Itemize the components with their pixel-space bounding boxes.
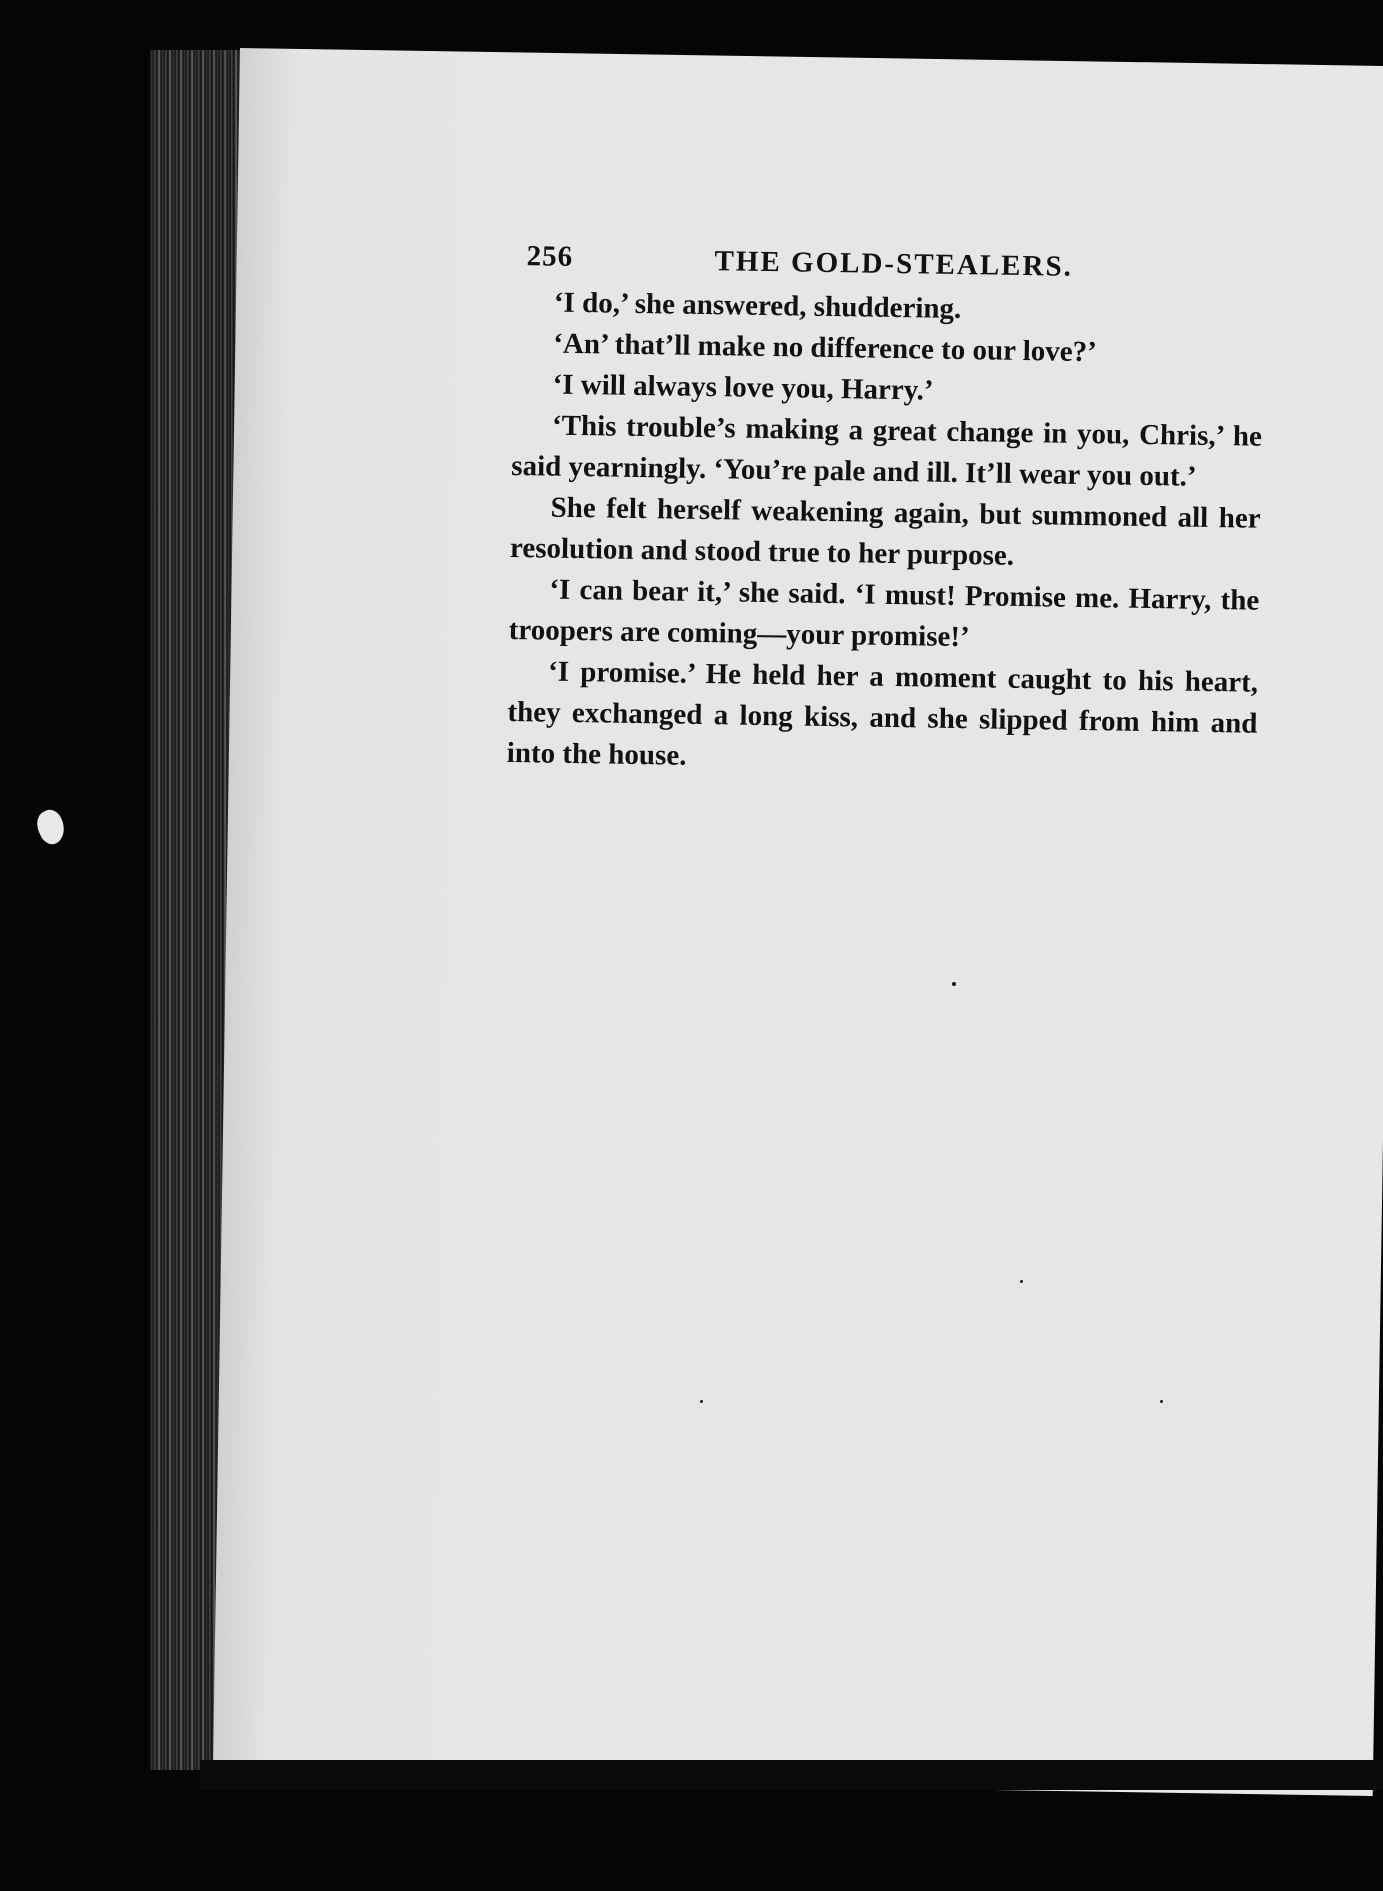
scan-speck: [1160, 1400, 1163, 1403]
scan-speck: [952, 982, 956, 986]
scan-speck: [1020, 1280, 1023, 1283]
paragraph: She felt herself weakening again, but summoned all her resolution and stood true to her purpose.: [509, 491, 1261, 572]
page-text-block: [506, 232, 1264, 786]
page-number: 256: [526, 240, 574, 273]
paragraph: ‘I promise.’ He held her a moment caught to his heart, they exchanged a long kiss, and she slipped from him and into the house.: [506, 655, 1259, 772]
scan-speck: [700, 1400, 703, 1403]
paragraph: ‘I do,’ she answered, shuddering.: [553, 286, 962, 326]
scan-artifact-mark: [32, 806, 70, 848]
paragraph: ‘I will always love you, Harry.’: [552, 368, 934, 407]
page-bottom-shadow: [200, 1760, 1383, 1790]
paragraph: ‘An’ that’ll make no difference to our love?’: [553, 327, 1098, 369]
running-title: THE GOLD-STEALERS.: [714, 245, 1074, 283]
paragraph: ‘This trouble’s making a great change in you, Chris,’ he said yearningly. ‘You’re pale and ill. It’ll wear you out.’: [511, 409, 1263, 493]
paragraph: ‘I can bear it,’ she said. ‘I must! Promise me. Harry, the troopers are coming—your promise!’: [508, 573, 1260, 654]
